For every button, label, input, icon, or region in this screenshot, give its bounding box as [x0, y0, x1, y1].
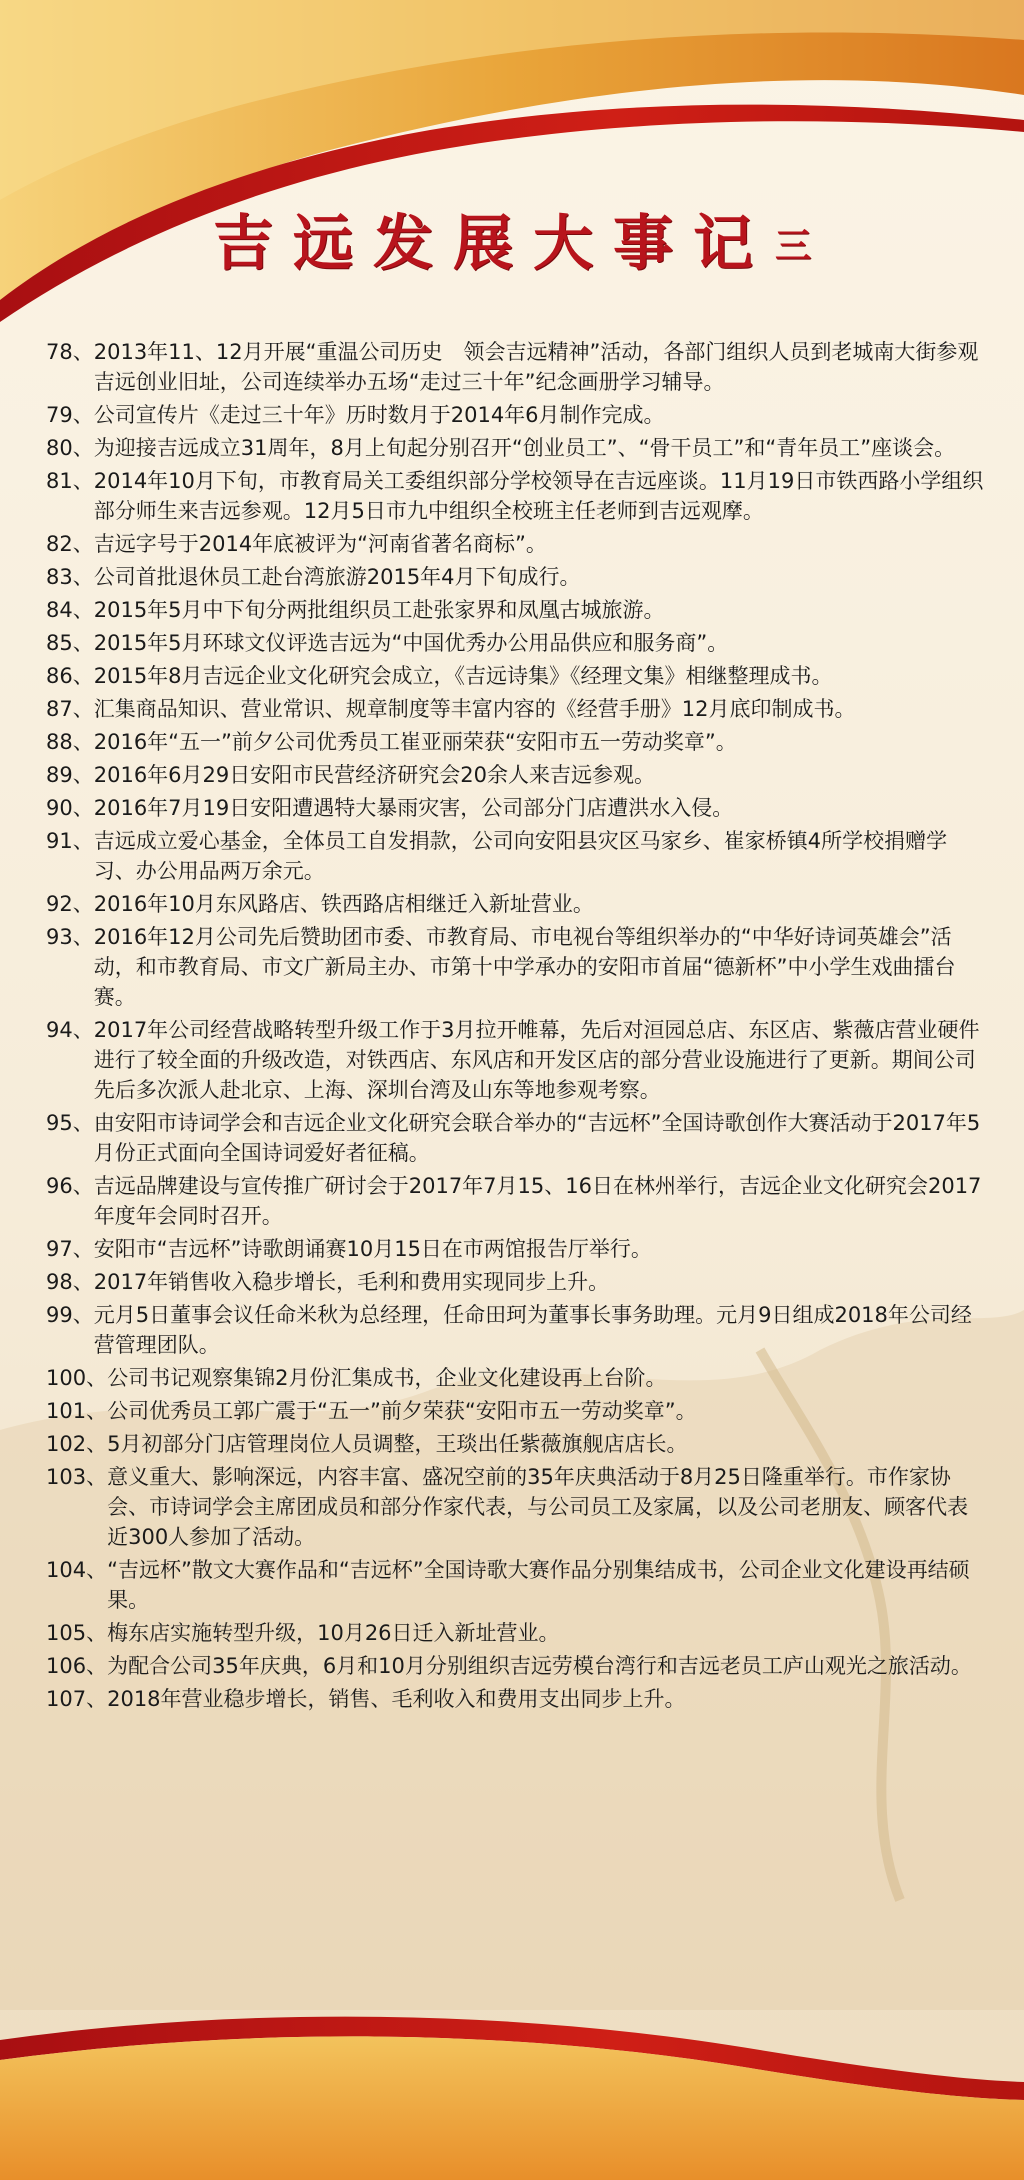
event-item	[46, 760, 984, 790]
event-text: 2016年6月29日安阳市民营经济研究会20余人来吉远参观。	[93, 763, 655, 787]
event-number: 90、	[46, 796, 94, 820]
event-item	[46, 661, 984, 691]
event-text: 为迎接吉远成立31周年，8月上旬起分别召开“创业员工”、“骨干员工”和“青年员工”座谈会。	[93, 436, 956, 460]
event-item	[46, 1462, 984, 1552]
event-number: 80、	[46, 436, 94, 460]
event-text: 2017年销售收入稳步增长，毛利和费用实现同步上升。	[93, 1270, 610, 1294]
event-item	[46, 466, 984, 526]
event-number: 89、	[46, 763, 94, 787]
event-number: 78、	[46, 340, 94, 364]
event-item	[46, 1108, 984, 1168]
event-number: 105、	[46, 1621, 108, 1645]
event-text: 5月初部分门店管理岗位人员调整，王琰出任紫薇旗舰店店长。	[107, 1432, 688, 1456]
event-number: 82、	[46, 532, 94, 556]
event-number: 102、	[46, 1432, 108, 1456]
event-item	[46, 889, 984, 919]
event-number: 103、	[46, 1465, 108, 1489]
event-number: 83、	[46, 565, 94, 589]
event-text: “吉远杯”散文大赛作品和“吉远杯”全国诗歌大赛作品分别集结成书，公司企业文化建设再结硕果。	[107, 1558, 970, 1612]
event-text: 元月5日董事会议任命米秋为总经理，任命田珂为董事长事务助理。元月9日组成2018年公司经营管理团队。	[93, 1303, 972, 1357]
event-item	[46, 562, 984, 592]
event-text: 吉远成立爱心基金，全体员工自发捐款，公司向安阳县灾区马家乡、崔家桥镇4所学校捐赠学习、办公用品两万余元。	[93, 829, 948, 883]
event-item	[46, 694, 984, 724]
event-number: 99、	[46, 1303, 94, 1327]
event-number: 101、	[46, 1399, 108, 1423]
title-area	[0, 196, 1024, 282]
title-text: 吉远发展大事记	[212, 209, 773, 279]
event-item	[46, 1684, 984, 1714]
event-item	[46, 1651, 984, 1681]
event-list	[46, 337, 984, 1717]
event-text: 由安阳市诗词学会和吉远企业文化研究会联合举办的“吉远杯”全国诗歌创作大赛活动于2017年5月份正式面向全国诗词爱好者征稿。	[93, 1111, 981, 1165]
event-text: 公司书记观察集锦2月份汇集成书，企业文化建设再上台阶。	[107, 1366, 667, 1390]
event-item	[46, 1300, 984, 1360]
event-number: 95、	[46, 1111, 94, 1135]
event-item	[46, 1618, 984, 1648]
event-item	[46, 1396, 984, 1426]
event-item	[46, 793, 984, 823]
event-item	[46, 628, 984, 658]
event-item	[46, 727, 984, 757]
event-item	[46, 1363, 984, 1393]
event-number: 91、	[46, 829, 94, 853]
event-number: 106、	[46, 1654, 108, 1678]
event-number: 79、	[46, 403, 94, 427]
event-number: 107、	[46, 1687, 108, 1711]
event-number: 104、	[46, 1558, 108, 1582]
event-number: 96、	[46, 1174, 94, 1198]
event-number: 84、	[46, 598, 94, 622]
event-item	[46, 433, 984, 463]
event-text: 吉远品牌建设与宣传推广研讨会于2017年7月15、16日在林州举行，吉远企业文化研究会2017年度年会同时召开。	[93, 1174, 982, 1228]
event-text: 2015年5月中下旬分两批组织员工赴张家界和凤凰古城旅游。	[93, 598, 665, 622]
event-number: 100、	[46, 1366, 108, 1390]
event-text: 吉远字号于2014年底被评为“河南省著名商标”。	[93, 532, 547, 556]
event-item	[46, 529, 984, 559]
event-text: 公司首批退休员工赴台湾旅游2015年4月下旬成行。	[93, 565, 581, 589]
event-text: 意义重大、影响深远，内容丰富、盛况空前的35年庆典活动于8月25日隆重举行。市作家协会、市诗词学会主席团成员和部分作家代表，与公司员工及家属，以及公司老朋友、顾客代表近300人参加了活动。	[107, 1465, 969, 1549]
event-text: 汇集商品知识、营业常识、规章制度等丰富内容的《经营手册》12月底印制成书。	[93, 697, 856, 721]
title-suffix: 三	[774, 225, 811, 267]
event-number: 94、	[46, 1018, 94, 1042]
event-item	[46, 1267, 984, 1297]
event-item	[46, 1555, 984, 1615]
event-text: 梅东店实施转型升级，10月26日迁入新址营业。	[107, 1621, 560, 1645]
page-title	[213, 196, 811, 282]
event-item	[46, 1234, 984, 1264]
event-item	[46, 1429, 984, 1459]
event-number: 88、	[46, 730, 94, 754]
event-item	[46, 1015, 984, 1105]
event-text: 2015年8月吉远企业文化研究会成立，《吉远诗集》《经理文集》相继整理成书。	[93, 664, 833, 688]
event-text: 2015年5月环球文仪评选吉远为“中国优秀办公用品供应和服务商”。	[93, 631, 729, 655]
event-item	[46, 922, 984, 1012]
event-number: 93、	[46, 925, 94, 949]
event-item	[46, 1171, 984, 1231]
event-text: 2016年10月东风路店、铁西路店相继迁入新址营业。	[93, 892, 594, 916]
event-text: 2018年营业稳步增长，销售、毛利收入和费用支出同步上升。	[107, 1687, 686, 1711]
event-number: 97、	[46, 1237, 94, 1261]
event-text: 2013年11、12月开展“重温公司历史 领会吉远精神”活动，各部门组织人员到老城南大街参观吉远创业旧址，公司连续举办五场“走过三十年”纪念画册学习辅导。	[93, 340, 979, 394]
event-number: 87、	[46, 697, 94, 721]
event-text: 2016年“五一”前夕公司优秀员工崔亚丽荣获“安阳市五一劳动奖章”。	[93, 730, 737, 754]
event-item	[46, 337, 984, 397]
event-number: 81、	[46, 469, 94, 493]
event-number: 98、	[46, 1270, 94, 1294]
event-text: 为配合公司35年庆典，6月和10月分别组织吉远劳模台湾行和吉远老员工庐山观光之旅活动。	[107, 1654, 972, 1678]
event-text: 公司优秀员工郭广震于“五一”前夕荣获“安阳市五一劳动奖章”。	[107, 1399, 697, 1423]
event-text: 2014年10月下旬，市教育局关工委组织部分学校领导在吉远座谈。11月19日市铁西路小学组织部分师生来吉远参观。12月5日市九中组织全校班主任老师到吉远观摩。	[93, 469, 984, 523]
event-item	[46, 400, 984, 430]
event-text: 2016年12月公司先后赞助团市委、市教育局、市电视台等组织举办的“中华好诗词英雄会”活动，和市教育局、市文广新局主办、市第十中学承办的安阳市首届“德新杯”中小学生戏曲擂台赛。	[93, 925, 956, 1009]
event-text: 安阳市“吉远杯”诗歌朗诵赛10月15日在市两馆报告厅举行。	[93, 1237, 652, 1261]
event-number: 86、	[46, 664, 94, 688]
event-text: 公司宣传片《走过三十年》历时数月于2014年6月制作完成。	[93, 403, 665, 427]
event-text: 2016年7月19日安阳遭遇特大暴雨灾害，公司部分门店遭洪水入侵。	[93, 796, 734, 820]
event-item	[46, 826, 984, 886]
event-number: 92、	[46, 892, 94, 916]
event-number: 85、	[46, 631, 94, 655]
event-text: 2017年公司经营战略转型升级工作于3月拉开帷幕，先后对洹园总店、东区店、紫薇店营业硬件进行了较全面的升级改造，对铁西店、东风店和开发区店的部分营业设施进行了更新。期间公司先后多次派人赴北京、上海、深圳台湾及山东等地参观考察。	[93, 1018, 980, 1102]
event-item	[46, 595, 984, 625]
